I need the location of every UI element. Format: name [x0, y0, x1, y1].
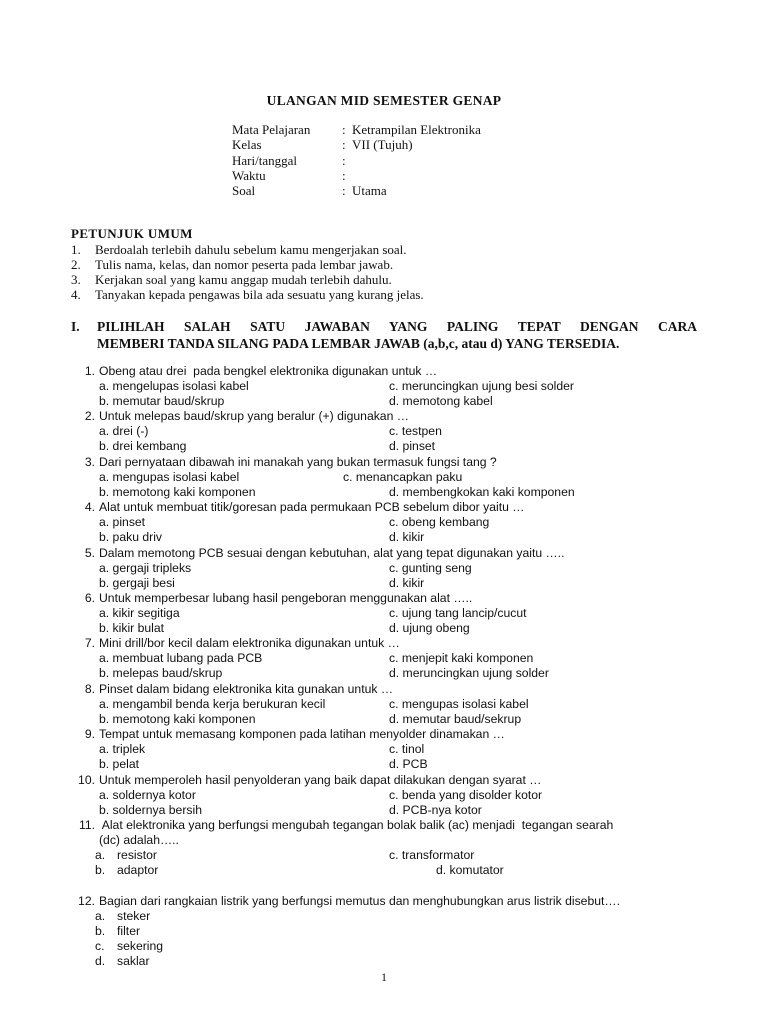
option-letter: a. — [95, 909, 106, 923]
instruction-text: Kerjakan soal yang kamu anggap mudah terlebih dahulu. — [95, 271, 392, 287]
option-d: d. meruncingkan ujung solder — [389, 666, 549, 681]
question-text: Alat elektronika yang berfungsi mengubah tegangan bolak balik (ac) menjadi tegangan searah — [99, 818, 614, 832]
question-line — [71, 833, 711, 848]
option-text: sekering — [117, 939, 164, 953]
question-5 — [71, 546, 711, 591]
question-7 — [71, 636, 711, 681]
section-number: I. — [71, 319, 80, 334]
option-c: c. testpen — [389, 424, 442, 439]
option-b: b. gergaji besi — [99, 575, 175, 590]
option-row — [71, 924, 711, 939]
option-row — [71, 606, 711, 621]
section-heading — [71, 318, 697, 352]
info-row-class — [232, 137, 481, 152]
option-row — [71, 470, 711, 485]
instruction-text: Tulis nama, kelas, dan nomor peserta pada lembar jawab. — [95, 256, 394, 272]
option-a: a. mengambil benda kerja berukuran kecil — [99, 696, 326, 711]
option-text: steker — [117, 909, 151, 923]
option-row — [71, 561, 711, 576]
option-row — [71, 939, 711, 954]
question-line — [71, 591, 711, 606]
option-d: d. PCB — [389, 757, 428, 772]
exam-info — [232, 122, 481, 198]
question-line — [71, 455, 711, 470]
info-label: Kelas — [232, 137, 262, 153]
question-number-spacer — [71, 833, 95, 848]
option-letter: d. — [95, 954, 106, 968]
info-separator: : — [342, 137, 346, 153]
question-number: 12. — [78, 894, 95, 908]
question-text: Obeng atau drei pada bengkel elektronika digunakan untuk … — [99, 364, 438, 378]
option-c: c. menancapkan paku — [343, 469, 463, 484]
option-c: c. ujung tang lancip/cucut — [389, 606, 527, 620]
question-2 — [71, 409, 711, 454]
page-title: ULANGAN MID SEMESTER GENAP — [266, 93, 502, 108]
info-label: Mata Pelajaran — [232, 122, 311, 137]
option-d: d. kikir — [389, 575, 425, 590]
question-line — [71, 682, 711, 697]
option-row — [71, 621, 711, 636]
question-text: Dari pernyataan dibawah ini manakah yang bukan termasuk fungsi tang ? — [99, 454, 497, 469]
option-c: c. obeng kembang — [389, 515, 490, 530]
option-b: b. pelat — [99, 757, 139, 772]
instructions-title: PETUNJUK UMUM — [71, 226, 193, 241]
option-row — [71, 576, 711, 591]
instruction-number: 2. — [71, 256, 81, 272]
option-d: d. memutar baud/sekrup — [389, 711, 522, 726]
option-a: a. drei (-) — [99, 424, 149, 439]
option-b: b. memutar baud/skrup — [99, 394, 225, 408]
page-number: 1 — [381, 970, 387, 984]
option-row — [71, 757, 711, 772]
question-number: 8. — [84, 681, 95, 696]
option-b: b. paku driv — [99, 530, 163, 545]
question-line — [71, 409, 711, 424]
option-b: adaptor — [117, 863, 159, 877]
info-label: Soal — [232, 183, 256, 199]
question-line — [71, 364, 711, 379]
info-row-type — [232, 183, 481, 198]
option-a: a. soldernya kotor — [99, 787, 196, 802]
option-d: d. membengkokan kaki komponen — [389, 484, 575, 499]
question-1 — [71, 364, 711, 409]
option-row — [71, 379, 711, 394]
question-12 — [71, 894, 711, 969]
option-row — [71, 788, 711, 803]
option-a: a. triplek — [99, 742, 146, 757]
question-text: Dalam memotong PCB sesuai dengan kebutuhan, alat yang tepat digunakan yaitu ….. — [99, 545, 565, 560]
option-letter: a. — [95, 848, 106, 862]
section-line-1: PILIHLAH SALAH SATU JAWABAN YANG PALING TEPAT DENGAN CARA — [97, 319, 697, 334]
question-number: 7. — [84, 636, 95, 651]
option-c: c. transformator — [389, 848, 475, 862]
option-text: filter — [117, 924, 141, 938]
question-line — [71, 894, 711, 909]
question-number: 5. — [84, 545, 95, 560]
instruction-item — [71, 242, 711, 257]
instruction-item — [71, 257, 711, 272]
info-separator: : — [342, 183, 346, 199]
option-row — [71, 742, 711, 757]
question-9 — [71, 727, 711, 772]
question-line — [71, 546, 711, 561]
option-b: b. melepas baud/skrup — [99, 666, 223, 681]
option-b: b. drei kembang — [99, 439, 187, 454]
info-row-subject — [232, 122, 481, 137]
option-row — [71, 666, 711, 681]
question-line — [71, 636, 711, 651]
info-separator: : — [342, 167, 346, 183]
option-row — [71, 424, 711, 439]
info-separator: : — [342, 152, 346, 168]
question-text: Tempat untuk memasang komponen pada latihan menyolder dinamakan … — [99, 727, 505, 742]
section-instruction — [97, 318, 697, 352]
question-4 — [71, 500, 711, 545]
option-c: c. benda yang disolder kotor — [389, 787, 543, 802]
question-number: 2. — [84, 409, 95, 424]
info-value: VII (Tujuh) — [352, 137, 413, 153]
option-letter: c. — [95, 939, 105, 953]
option-d: d. ujung obeng — [389, 621, 470, 635]
option-a: a. mengelupas isolasi kabel — [99, 379, 249, 393]
option-row — [71, 515, 711, 530]
option-letter: b. — [95, 924, 106, 938]
option-row — [71, 863, 711, 878]
info-label: Hari/tanggal — [232, 152, 297, 168]
option-row — [71, 909, 711, 924]
question-line — [71, 500, 711, 515]
instruction-number: 4. — [71, 287, 81, 303]
question-text: Untuk memperoleh hasil penyolderan yang baik dapat dilakukan dengan syarat … — [99, 772, 542, 787]
instruction-number: 3. — [71, 271, 81, 287]
question-11 — [71, 818, 711, 878]
option-row — [71, 697, 711, 712]
question-text: Untuk melepas baud/skrup yang beralur (+) digunakan … — [99, 409, 409, 424]
section-line-2: MEMBERI TANDA SILANG PADA LEMBAR JAWAB (a,b,c, atau d) YANG TERSEDIA. — [97, 336, 620, 351]
question-text: Alat untuk membuat titik/goresan pada permukaan PCB sebelum dibor yaitu … — [99, 500, 525, 515]
question-number: 6. — [84, 591, 95, 605]
question-8 — [71, 682, 711, 727]
question-number: 11. — [78, 818, 95, 832]
question-text: Mini drill/bor kecil dalam elektronika digunakan untuk … — [99, 636, 400, 651]
option-row — [71, 803, 711, 818]
option-b: b. soldernya bersih — [99, 802, 202, 817]
option-a: a. membuat lubang pada PCB — [99, 651, 263, 666]
option-row — [71, 954, 711, 969]
instruction-item — [71, 272, 711, 287]
instruction-item — [71, 287, 711, 302]
option-c: c. meruncingkan ujung besi solder — [389, 379, 574, 393]
instruction-text: Tanyakan kepada pengawas bila ada sesuatu yang kurang jelas. — [95, 287, 424, 303]
question-text: Untuk memperbesar lubang hasil pengeboran menggunakan alat ….. — [99, 591, 473, 605]
option-row — [71, 848, 711, 863]
question-number: 4. — [84, 500, 95, 515]
question-text-cont: (dc) adalah….. — [99, 833, 179, 847]
question-number: 1. — [84, 364, 95, 378]
option-a: a. pinset — [99, 515, 146, 530]
info-value: Utama — [352, 183, 387, 199]
general-instructions — [71, 226, 711, 302]
info-value: Ketrampilan Elektronika — [352, 122, 481, 137]
question-text: Bagian dari rangkaian listrik yang berfungsi memutus dan menghubungkan arus listrik disebut…. — [99, 894, 620, 908]
option-a: resistor — [117, 848, 157, 862]
option-a: a. gergaji tripleks — [99, 560, 192, 575]
option-a: a. kikir segitiga — [99, 606, 180, 620]
question-6 — [71, 591, 711, 636]
option-d: d. PCB-nya kotor — [389, 802, 482, 817]
question-line — [71, 818, 711, 833]
info-row-date — [232, 153, 481, 168]
option-row — [71, 439, 711, 454]
question-3 — [71, 455, 711, 500]
option-row — [71, 394, 711, 409]
option-row — [71, 712, 711, 727]
option-letter: b. — [95, 863, 106, 877]
option-a: a. mengupas isolasi kabel — [99, 469, 240, 484]
info-label: Waktu — [232, 167, 266, 183]
question-number: 9. — [84, 727, 95, 742]
info-row-time — [232, 168, 481, 183]
option-d: d. pinset — [389, 439, 436, 454]
question-number: 10. — [78, 772, 95, 787]
option-row — [71, 651, 711, 666]
instruction-text: Berdoalah terlebih dahulu sebelum kamu mengerjakan soal. — [95, 241, 407, 257]
option-row — [71, 485, 711, 500]
option-c: c. tinol — [389, 742, 425, 757]
question-10 — [71, 773, 711, 818]
option-d: d. komutator — [436, 863, 504, 877]
question-line — [71, 773, 711, 788]
option-b: b. memotong kaki komponen — [99, 484, 256, 499]
option-d: d. kikir — [389, 530, 425, 545]
option-d: d. memotong kabel — [389, 394, 493, 408]
option-c: c. menjepit kaki komponen — [389, 651, 534, 666]
option-b: b. memotong kaki komponen — [99, 711, 256, 726]
question-line — [71, 727, 711, 742]
info-separator: : — [342, 122, 346, 137]
option-c: c. mengupas isolasi kabel — [389, 696, 529, 711]
option-text: saklar — [117, 954, 150, 968]
option-row — [71, 530, 711, 545]
question-number: 3. — [84, 454, 95, 469]
question-text: Pinset dalam bidang elektronika kita gunakan untuk … — [99, 681, 394, 696]
option-c: c. gunting seng — [389, 560, 472, 575]
option-b: b. kikir bulat — [99, 621, 165, 635]
instruction-number: 1. — [71, 241, 81, 257]
